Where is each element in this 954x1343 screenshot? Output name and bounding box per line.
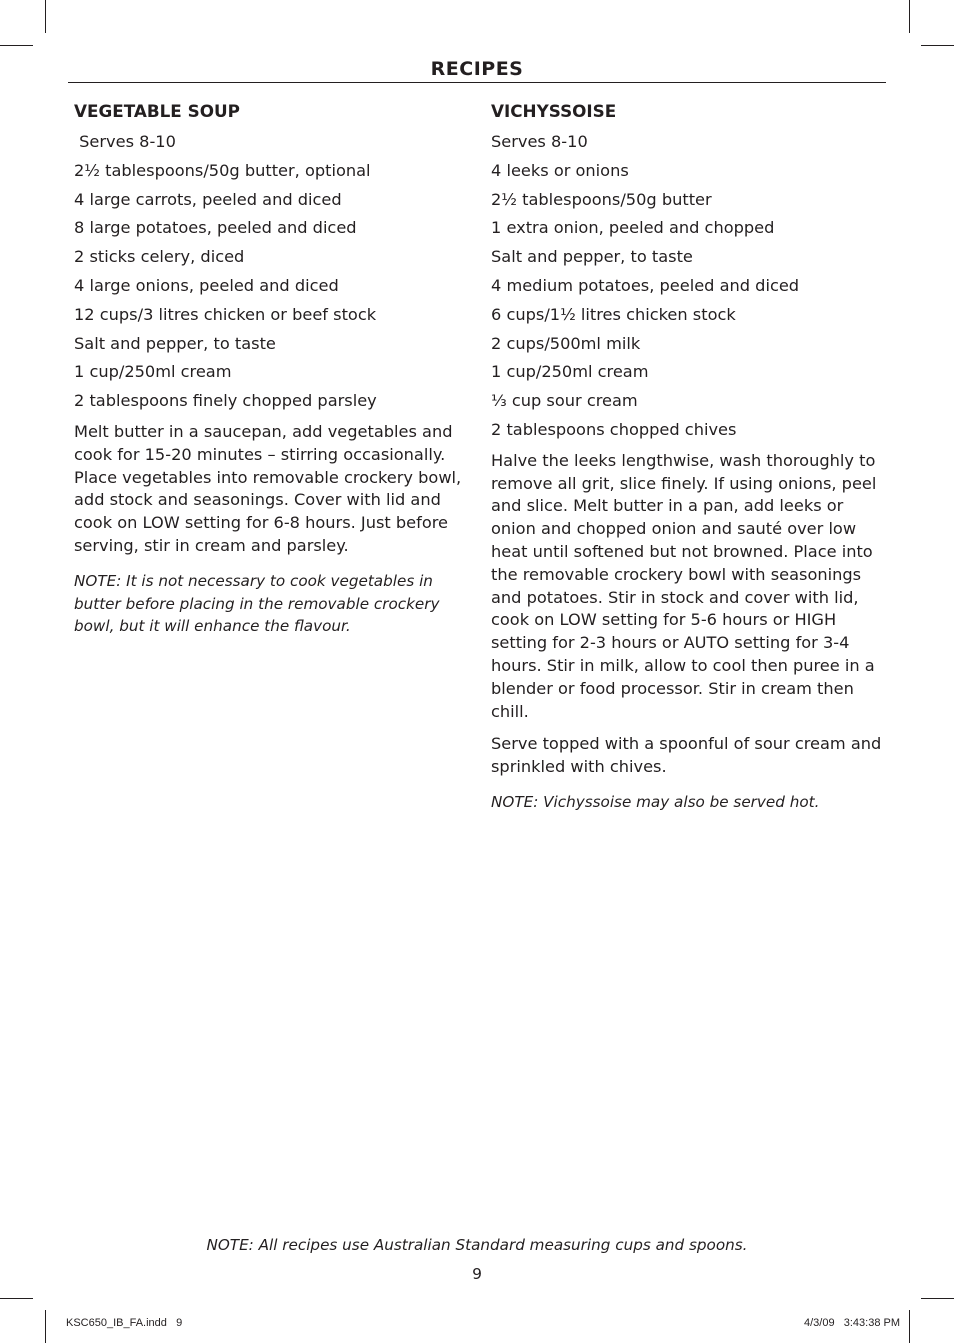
method-paragraph: Serve topped with a spoonful of sour cream and sprinkled with chives.	[491, 734, 882, 777]
crop-mark	[0, 45, 33, 46]
method-paragraph: Halve the leeks lengthwise, wash thoroughly to remove all grit, slice finely. If using onions, peel and slice. Melt butter in a pan, add leeks or onion and chopped onion and sauté over low heat until softened but not browned. Place into the removable crockery bowl with seasonings and potatoes. Stir in stock and cover with lid, cook on LOW setting for 5-6 hours or HIGH setting for 2-3 hours or AUTO setting for 3-4 hours. Stir in milk, allow to cool then puree in a blender or food processor. Stir in cream then chill.	[491, 450, 877, 721]
ingredient-item: 2½ tablespoons/50g butter	[491, 189, 712, 209]
recipe-note: NOTE: It is not necessary to cook vegetables in butter before placing in the removable crockery bowl, but it will enhance the flavour.	[74, 571, 440, 636]
crop-mark	[921, 1298, 954, 1299]
recipe-vegetable-soup	[74, 100, 466, 638]
ingredient-item: ⅓ cup sour cream	[491, 391, 638, 411]
method-paragraph: Melt butter in a saucepan, add vegetables and cook for 15-20 minutes – stirring occasionally. Place vegetables into removable crockery bowl, add stock and seasonings. Cover with lid and cook on LOW setting for 6-8 hours. Just before serving, stir in cream and parsley.	[74, 421, 462, 555]
ingredient-item: 1 cup/250ml cream	[74, 362, 232, 382]
crop-mark	[45, 0, 46, 33]
ingredient-item: 2 sticks celery, diced	[74, 247, 245, 267]
ingredient-item: Salt and pepper, to taste	[74, 333, 276, 353]
ingredient-item: 4 large carrots, peeled and diced	[74, 189, 342, 209]
serves-line: Serves 8-10	[74, 132, 176, 151]
recipe-title: VICHYSSOISE	[491, 101, 617, 121]
slug-timestamp: 4/3/09 3:43:38 PM	[803, 1317, 900, 1329]
page-title: RECIPES	[430, 58, 524, 80]
crop-mark	[921, 45, 954, 46]
ingredient-item: 2 tablespoons finely chopped parsley	[74, 391, 377, 411]
slug-filename: KSC650_IB_FA.indd 9	[66, 1317, 183, 1329]
ingredient-item: 1 extra onion, peeled and chopped	[491, 218, 775, 238]
ingredient-item: Salt and pepper, to taste	[491, 247, 693, 267]
ingredient-item: 4 medium potatoes, peeled and diced	[491, 275, 800, 295]
ingredient-item: 4 large onions, peeled and diced	[74, 275, 339, 295]
ingredient-item: 8 large potatoes, peeled and diced	[74, 218, 357, 238]
ingredient-item: 12 cups/3 litres chicken or beef stock	[74, 304, 377, 324]
serves-line: Serves 8-10	[491, 132, 588, 151]
recipe-vichyssoise	[491, 100, 883, 814]
crop-mark	[909, 1310, 910, 1343]
ingredient-item: 2 tablespoons chopped chives	[491, 419, 737, 439]
ingredient-item: 2½ tablespoons/50g butter, optional	[74, 160, 371, 180]
recipe-note: NOTE: Vichyssoise may also be served hot.	[491, 792, 820, 811]
header-rule	[68, 82, 886, 83]
ingredient-item: 2 cups/500ml milk	[491, 333, 641, 353]
ingredient-item: 4 leeks or onions	[491, 160, 629, 180]
ingredient-item: 1 cup/250ml cream	[491, 362, 649, 382]
crop-mark	[909, 0, 910, 33]
ingredient-item: 6 cups/1½ litres chicken stock	[491, 304, 736, 324]
recipe-title: VEGETABLE SOUP	[74, 101, 240, 121]
crop-mark	[0, 1298, 33, 1299]
footer-note: NOTE: All recipes use Australian Standard measuring cups and spoons.	[206, 1236, 748, 1254]
page-number: 9	[472, 1265, 482, 1283]
crop-mark	[45, 1310, 46, 1343]
